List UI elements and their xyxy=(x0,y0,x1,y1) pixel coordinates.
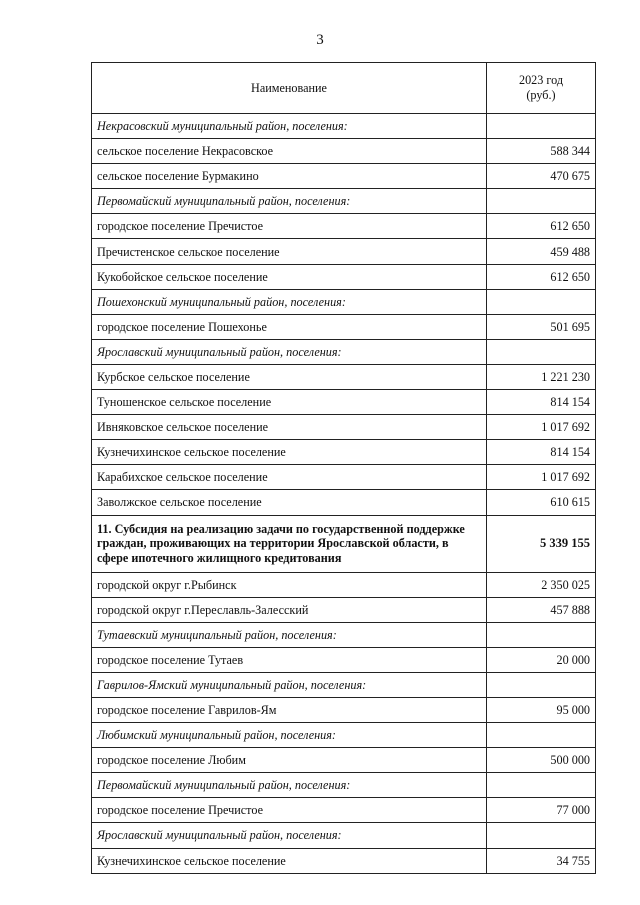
amount-cell xyxy=(487,823,596,848)
table-row xyxy=(92,214,596,239)
amount-cell: 610 615 xyxy=(487,490,596,515)
table-row xyxy=(92,390,596,415)
page-number: 3 xyxy=(316,32,324,48)
amount-cell: 500 000 xyxy=(487,748,596,773)
header-name: Наименование xyxy=(92,63,487,114)
name-cell: городское поселение Тутаев xyxy=(92,647,487,672)
amount-cell: 34 755 xyxy=(487,848,596,873)
amount-cell xyxy=(487,114,596,139)
table-row xyxy=(92,139,596,164)
amount-cell: 814 154 xyxy=(487,390,596,415)
table-row xyxy=(92,748,596,773)
name-cell: сельское поселение Бурмакино xyxy=(92,164,487,189)
amount-cell: 501 695 xyxy=(487,314,596,339)
amount-cell: 5 339 155 xyxy=(487,515,596,572)
amount-cell: 95 000 xyxy=(487,697,596,722)
section-row xyxy=(92,515,596,572)
name-cell: 11. Субсидия на реализацию задачи по государственной поддержке граждан, проживающих на территории Ярославской области, в сфере ипотечного жилищного кредитования xyxy=(92,515,487,572)
amount-cell: 457 888 xyxy=(487,597,596,622)
table-row xyxy=(92,647,596,672)
amount-cell: 1 221 230 xyxy=(487,364,596,389)
group-header-row xyxy=(92,773,596,798)
name-cell: городское поселение Пречистое xyxy=(92,798,487,823)
table-row xyxy=(92,572,596,597)
group-header-row xyxy=(92,723,596,748)
amount-cell: 1 017 692 xyxy=(487,465,596,490)
table-row xyxy=(92,798,596,823)
amount-cell: 77 000 xyxy=(487,798,596,823)
amount-cell xyxy=(487,189,596,214)
group-name-cell: Первомайский муниципальный район, поселения: xyxy=(92,773,487,798)
group-header-row xyxy=(92,672,596,697)
table-row xyxy=(92,597,596,622)
table-row xyxy=(92,440,596,465)
table-row xyxy=(92,364,596,389)
group-name-cell: Ярославский муниципальный район, поселения: xyxy=(92,823,487,848)
name-cell: городское поселение Пошехонье xyxy=(92,314,487,339)
amount-cell: 459 488 xyxy=(487,239,596,264)
table-row xyxy=(92,314,596,339)
name-cell: Ивняковское сельское поселение xyxy=(92,415,487,440)
group-name-cell: Первомайский муниципальный район, поселения: xyxy=(92,189,487,214)
amount-cell: 20 000 xyxy=(487,647,596,672)
name-cell: городской округ г.Переславль-Залесский xyxy=(92,597,487,622)
header-amount-year: 2023 год xyxy=(518,73,564,87)
amount-cell: 588 344 xyxy=(487,139,596,164)
name-cell: городское поселение Гаврилов-Ям xyxy=(92,697,487,722)
group-header-row xyxy=(92,622,596,647)
table-row xyxy=(92,239,596,264)
budget-table xyxy=(91,62,596,874)
name-cell: Заволжское сельское поселение xyxy=(92,490,487,515)
name-cell: Туношенское сельское поселение xyxy=(92,390,487,415)
amount-cell xyxy=(487,723,596,748)
group-name-cell: Пошехонский муниципальный район, поселения: xyxy=(92,289,487,314)
name-cell: Кукобойское сельское поселение xyxy=(92,264,487,289)
group-name-cell: Ярославский муниципальный район, поселения: xyxy=(92,339,487,364)
amount-cell: 612 650 xyxy=(487,214,596,239)
name-cell: городской округ г.Рыбинск xyxy=(92,572,487,597)
amount-cell: 814 154 xyxy=(487,440,596,465)
header-amount-unit: (руб.) xyxy=(526,88,556,102)
table-row xyxy=(92,848,596,873)
header-amount xyxy=(487,63,596,114)
amount-cell xyxy=(487,289,596,314)
amount-cell xyxy=(487,672,596,697)
name-cell: Кузнечихинское сельское поселение xyxy=(92,440,487,465)
amount-cell: 1 017 692 xyxy=(487,415,596,440)
table-header-row xyxy=(92,63,596,114)
amount-cell xyxy=(487,622,596,647)
name-cell: Карабихское сельское поселение xyxy=(92,465,487,490)
group-name-cell: Любимский муниципальный район, поселения: xyxy=(92,723,487,748)
name-cell: Курбское сельское поселение xyxy=(92,364,487,389)
table-row xyxy=(92,697,596,722)
group-header-row xyxy=(92,114,596,139)
amount-cell xyxy=(487,773,596,798)
amount-cell: 612 650 xyxy=(487,264,596,289)
group-name-cell: Некрасовский муниципальный район, поселения: xyxy=(92,114,487,139)
group-header-row xyxy=(92,189,596,214)
group-name-cell: Гаврилов-Ямский муниципальный район, поселения: xyxy=(92,672,487,697)
table-row xyxy=(92,490,596,515)
table-row xyxy=(92,264,596,289)
amount-cell xyxy=(487,339,596,364)
name-cell: сельское поселение Некрасовское xyxy=(92,139,487,164)
table-row xyxy=(92,465,596,490)
amount-cell: 470 675 xyxy=(487,164,596,189)
amount-cell: 2 350 025 xyxy=(487,572,596,597)
group-header-row xyxy=(92,339,596,364)
group-header-row xyxy=(92,289,596,314)
name-cell: Пречистенское сельское поселение xyxy=(92,239,487,264)
name-cell: Кузнечихинское сельское поселение xyxy=(92,848,487,873)
table-row xyxy=(92,415,596,440)
table-row xyxy=(92,164,596,189)
name-cell: городское поселение Любим xyxy=(92,748,487,773)
group-header-row xyxy=(92,823,596,848)
group-name-cell: Тутаевский муниципальный район, поселения: xyxy=(92,622,487,647)
name-cell: городское поселение Пречистое xyxy=(92,214,487,239)
table-body xyxy=(92,114,596,874)
